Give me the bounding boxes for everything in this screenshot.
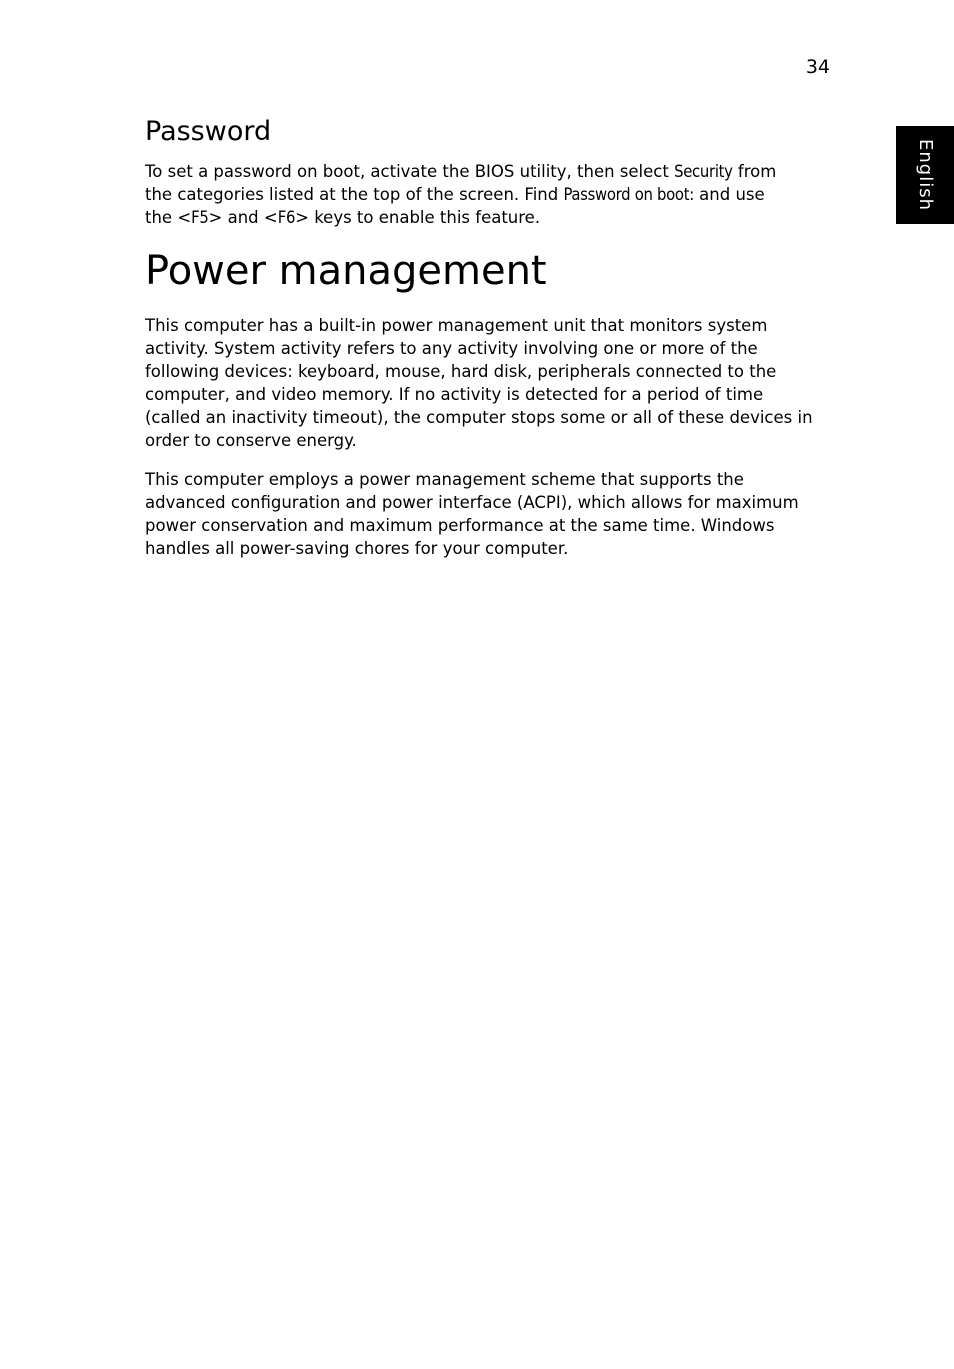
paragraph-line: This computer has a built-in power management unit that monitors system (145, 316, 768, 335)
paragraph-line: handles all power-saving chores for your computer. (145, 539, 569, 558)
paragraph-line: order to conserve energy. (145, 431, 357, 450)
power-management-title: Power management (145, 248, 547, 294)
password-line-3: the <F5> and <F6> keys to enable this feature. (145, 208, 541, 227)
password-heading: Password (145, 116, 272, 147)
paragraph-line: activity. System activity refers to any activity involving one or more of the (145, 339, 758, 358)
password-line-1: To set a password on boot, activate the BIOS utility, then select Security from (145, 162, 777, 181)
password-paragraph (145, 160, 776, 229)
power-paragraph-1 (145, 314, 813, 452)
page-number: 34 (805, 56, 830, 78)
language-tab (896, 126, 954, 224)
language-tab-label: English (915, 139, 936, 211)
paragraph-line: power conservation and maximum performance at the same time. Windows (145, 516, 775, 535)
f5-key-term: F5 (191, 208, 209, 227)
security-menu-term: Security (674, 162, 733, 181)
f6-key-term: F6 (277, 208, 296, 227)
paragraph-line: This computer employs a power management scheme that supports the (145, 470, 744, 489)
paragraph-line: (called an inactivity timeout), the computer stops some or all of these devices in (145, 408, 813, 427)
paragraph-line: advanced configuration and power interface (ACPI), which allows for maximum (145, 493, 799, 512)
paragraph-line: following devices: keyboard, mouse, hard disk, peripherals connected to the (145, 362, 777, 381)
password-on-boot-term: Password on boot: (563, 185, 694, 204)
power-paragraph-2 (145, 468, 799, 560)
paragraph-line: computer, and video memory. If no activity is detected for a period of time (145, 385, 764, 404)
password-line-2: the categories listed at the top of the screen. Find Password on boot: and use (145, 185, 765, 204)
